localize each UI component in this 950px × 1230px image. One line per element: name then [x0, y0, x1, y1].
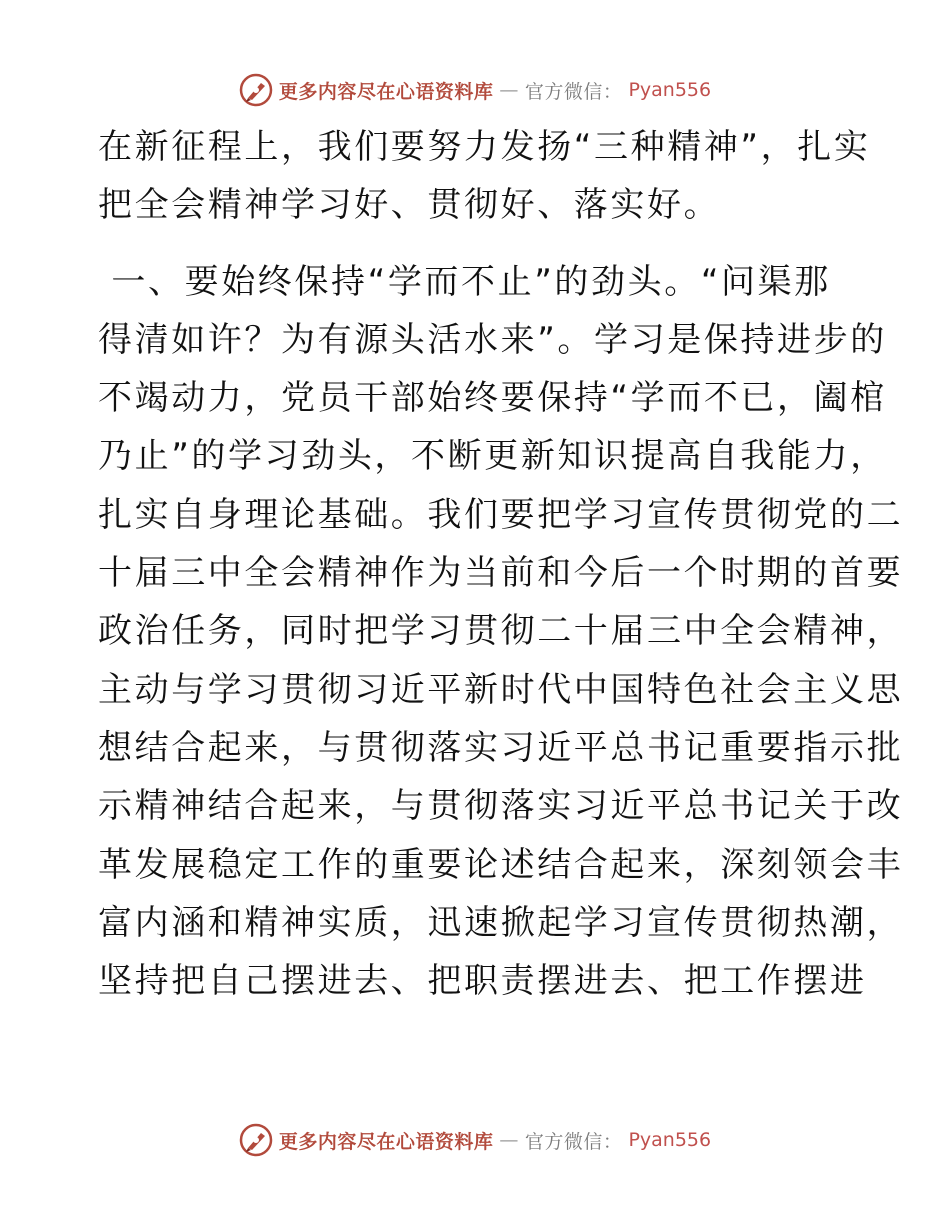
watermark-side-text: 官方微信：: [524, 1130, 623, 1153]
text-line: 示精神结合起来，与贯彻落实习近平总书记关于改: [98, 786, 904, 827]
watermark-side-text: 官方微信：: [524, 80, 623, 103]
text-line: 一、要始终保持“学而不止”的劲头。“问渠那: [98, 261, 831, 302]
watermark-dash: —: [499, 79, 519, 101]
text-line: 不竭动力，党员干部始终要保持“学而不已，阖棺: [98, 378, 887, 419]
text-line: 十届三中全会精神作为当前和今后一个时期的首要: [98, 553, 904, 594]
footer-watermark: [0, 1120, 950, 1160]
document-body: [98, 118, 904, 1010]
text-line: 在新征程上，我们要努力发扬“三种精神”，扎实: [98, 127, 871, 167]
text-line: 主动与学习贯彻习近平新时代中国特色社会主义思: [98, 669, 904, 710]
watermark-dash: —: [499, 1129, 519, 1151]
watermark-wechat-id: Pyan556: [628, 1129, 712, 1151]
watermark-wechat-id: Pyan556: [628, 79, 712, 101]
paragraph-section-one: [98, 253, 904, 1011]
text-line: 革发展稳定工作的重要论述结合起来，深刻领会丰: [98, 844, 904, 885]
pen-logo-icon: [239, 1123, 273, 1157]
pen-logo-icon: [239, 73, 273, 107]
text-line: 富内涵和精神实质，迅速掀起学习宣传贯彻热潮，: [98, 902, 904, 943]
text-line: 扎实自身理论基础。我们要把学习宣传贯彻党的二: [98, 494, 904, 535]
text-line: 政治任务，同时把学习贯彻二十届三中全会精神，: [98, 611, 904, 652]
text-line: 把全会精神学习好、贯彻好、落实好。: [98, 185, 721, 226]
header-watermark: [0, 70, 950, 110]
watermark-main-text: 更多内容尽在心语资料库: [278, 80, 494, 103]
text-line: 想结合起来，与贯彻落实习近平总书记重要指示批: [98, 727, 904, 768]
text-line: 乃止”的学习劲头，不断更新知识提高自我能力，: [98, 436, 887, 477]
paragraph-intro: [98, 118, 871, 235]
text-line: 得清如许？为有源头活水来”。学习是保持进步的: [98, 319, 887, 360]
watermark-main-text: 更多内容尽在心语资料库: [278, 1130, 494, 1153]
text-line: 坚持把自己摆进去、把职责摆进去、把工作摆进: [98, 961, 867, 1002]
